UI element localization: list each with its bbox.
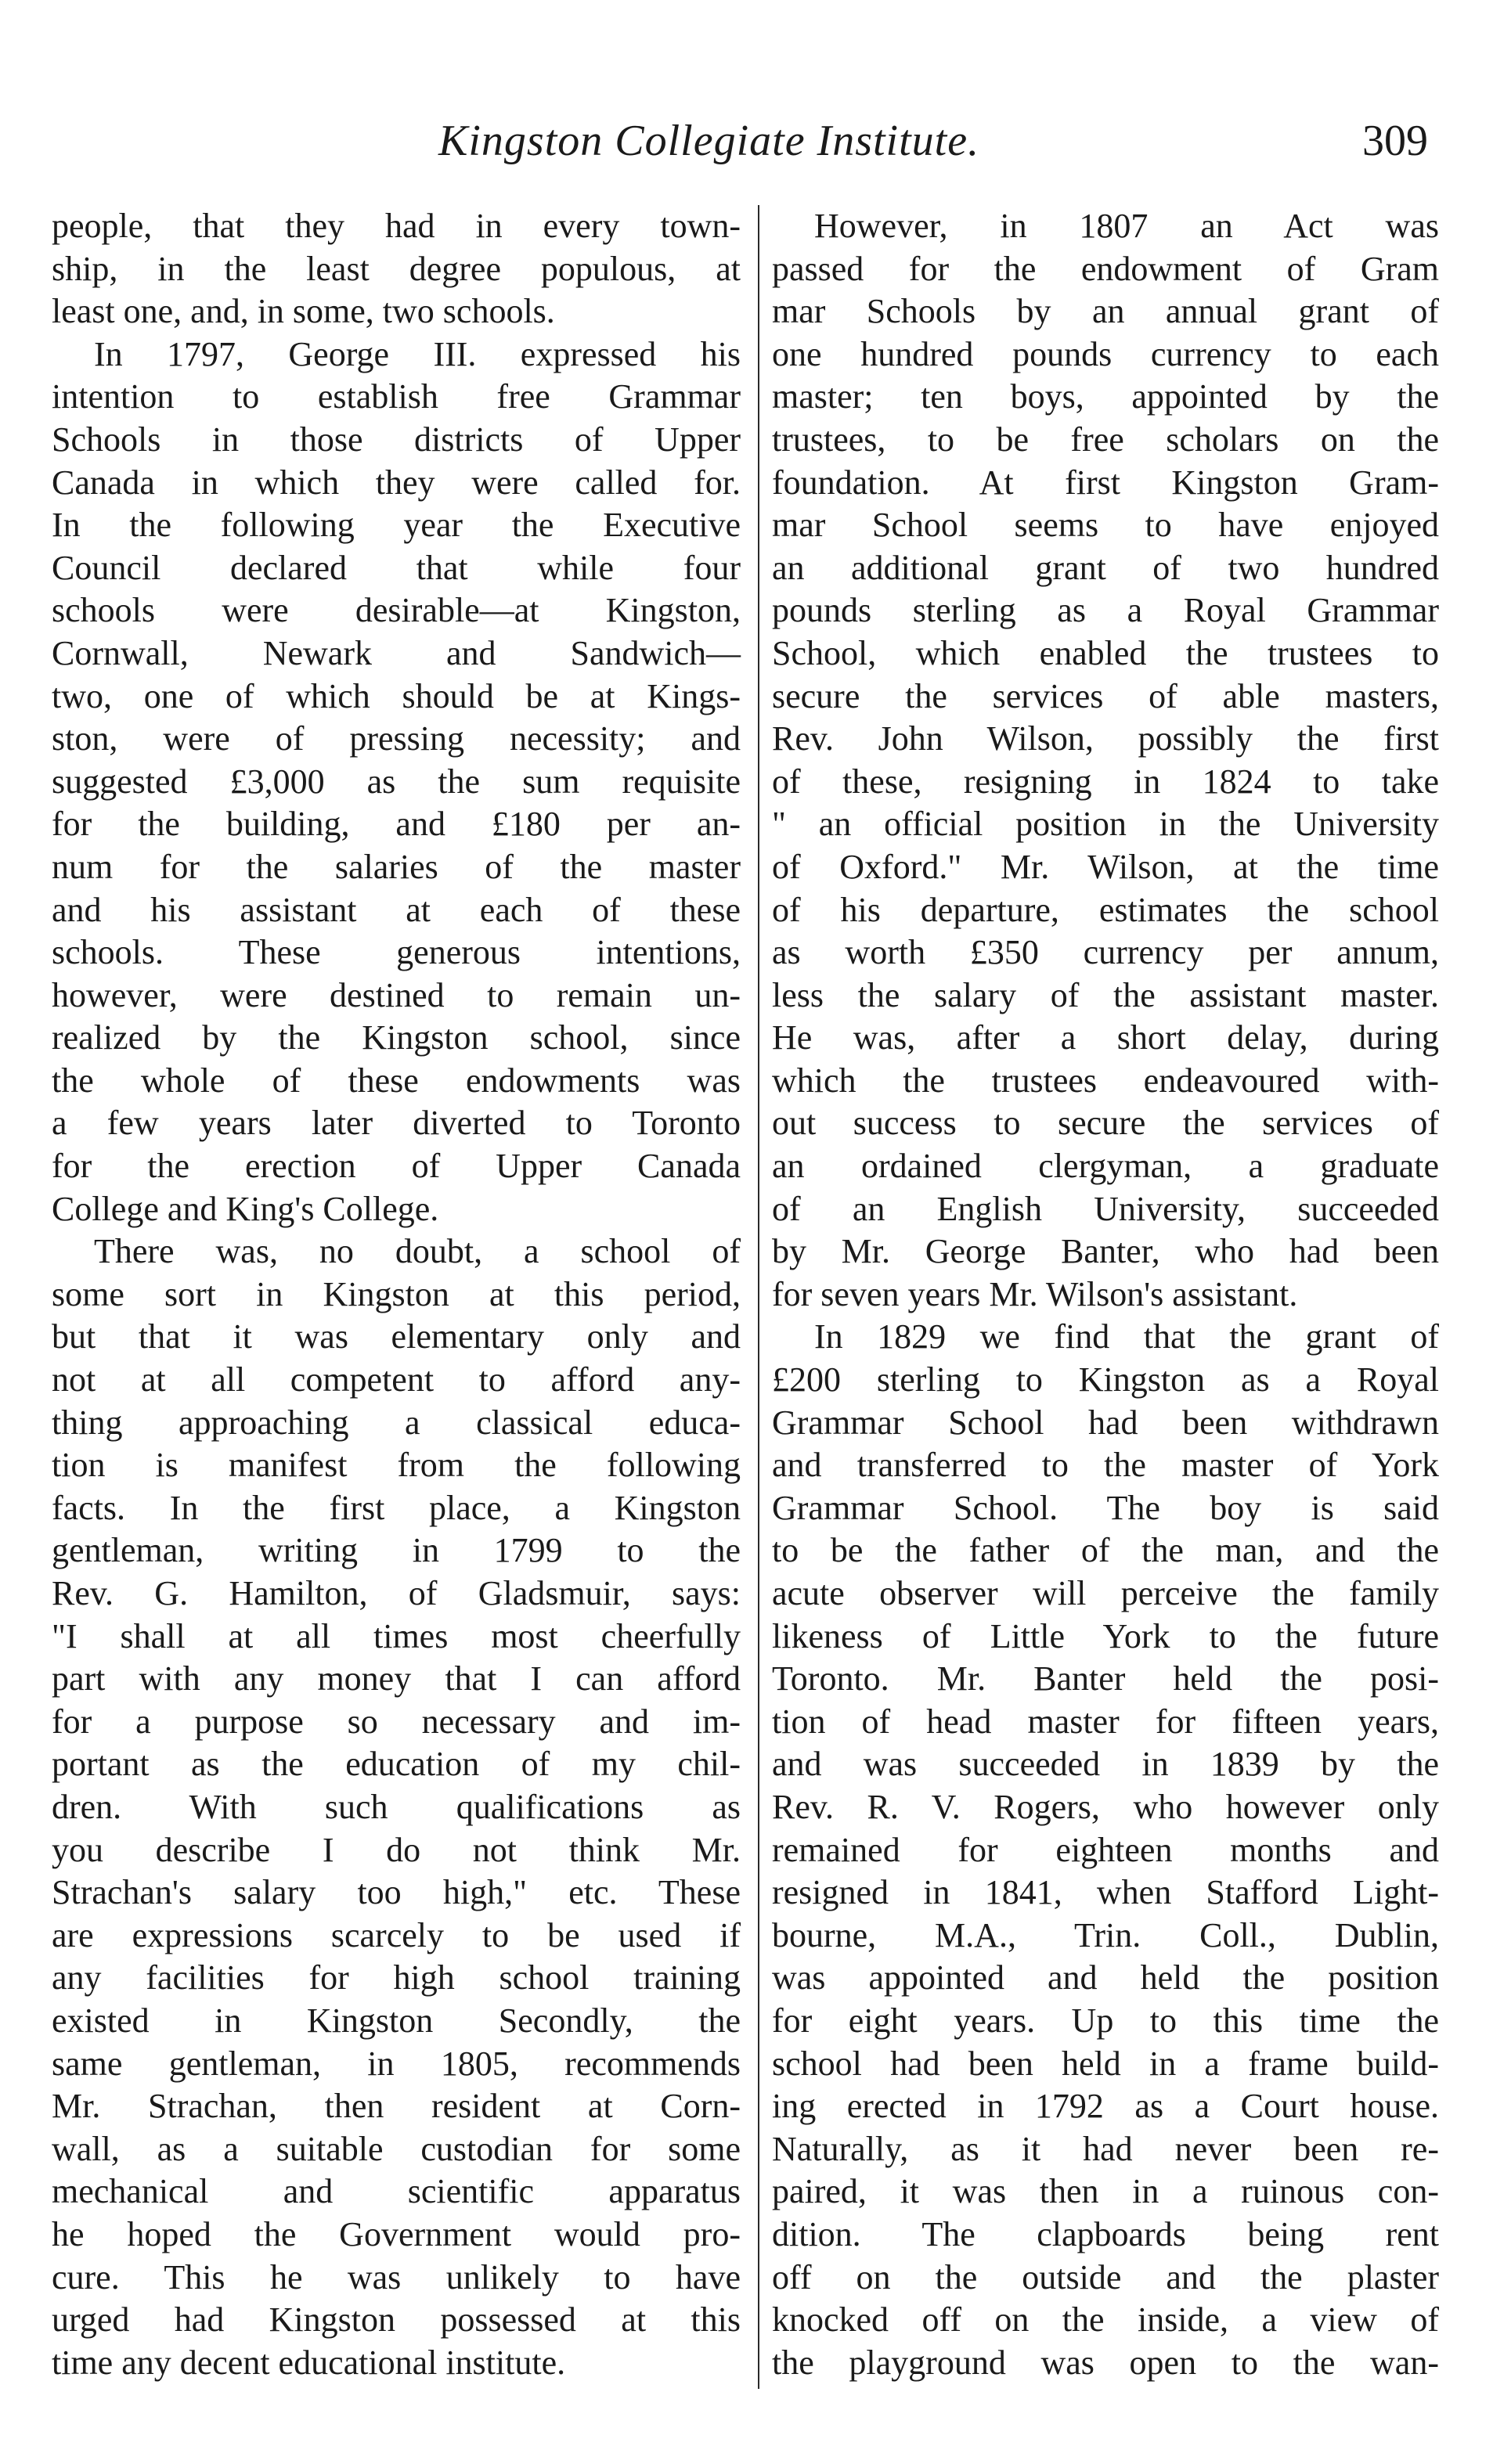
text-line: people, that they had in every town- [52, 207, 741, 245]
text-line: of an English University, succeeded [772, 1189, 1439, 1228]
text-line: and was succeeded in 1839 by the [772, 1745, 1439, 1784]
text-line: He was, after a short delay, during [772, 1018, 1439, 1057]
text-line: pounds sterling as a Royal Grammar [772, 591, 1439, 630]
text-line: and his assistant at each of these [52, 890, 741, 929]
text-line: suggested £3,000 as the sum requisite [52, 762, 741, 801]
text-line: In the following year the Executive [52, 506, 741, 545]
text-line: not at all competent to afford any- [52, 1360, 741, 1400]
text-line: two, one of which should be at Kings- [52, 676, 741, 715]
text-line: which the trustees endeavoured with- [772, 1061, 1439, 1100]
text-line: schools were desirable—at Kingston, [52, 591, 741, 630]
text-line: Cornwall, Newark and Sandwich— [52, 633, 741, 672]
text-line: of his departure, estimates the school [772, 890, 1439, 929]
text-line: resigned in 1841, when Stafford Light- [772, 1873, 1439, 1912]
text-line: College and King's College. [52, 1189, 439, 1228]
text-line: any facilities for high school training [52, 1958, 741, 1997]
text-line: passed for the endowment of Gram [772, 249, 1439, 288]
text-line: time any decent educational institute. [52, 2343, 566, 2382]
text-line: as worth £350 currency per annum, [772, 933, 1439, 972]
text-line: wall, as a suitable custodian for some [52, 2129, 741, 2168]
running-title: Kingston Collegiate Institute. [438, 117, 980, 165]
text-line: remained for eighteen months and [772, 1830, 1439, 1869]
text-line: to be the father of the man, and the [772, 1531, 1439, 1570]
text-line: In 1797, George III. expressed his [94, 334, 741, 373]
text-line: mar Schools by an annual grant of [772, 292, 1439, 331]
text-line: paired, it was then in a ruinous con- [772, 2172, 1439, 2211]
text-line: part with any money that I can afford [52, 1659, 741, 1699]
text-line: Toronto. Mr. Banter held the posi- [772, 1659, 1439, 1699]
text-line: Strachan's salary too high," etc. These [52, 1873, 741, 1912]
text-line: urged had Kingston possessed at this [52, 2300, 741, 2340]
text-line: however, were destined to remain un- [52, 975, 741, 1014]
text-line: "I shall at all times most cheerfully [52, 1616, 741, 1655]
text-line: the playground was open to the wan- [772, 2343, 1439, 2382]
text-line: tion is manifest from the following [52, 1446, 741, 1485]
text-line: School, which enabled the trustees to [772, 633, 1439, 672]
text-line: acute observer will perceive the family [772, 1574, 1439, 1612]
text-line: Rev. John Wilson, possibly the first [772, 719, 1439, 758]
text-line: knocked off on the inside, a view of [772, 2300, 1439, 2340]
text-line: bourne, M.A., Trin. Coll., Dublin, [772, 1915, 1439, 1954]
text-line: Mr. Strachan, then resident at Corn- [52, 2087, 741, 2126]
text-line: same gentleman, in 1805, recommends [52, 2044, 741, 2083]
text-line: dren. With such qualifications as [52, 1787, 741, 1826]
text-line: Rev. R. V. Rogers, who however only [772, 1787, 1439, 1826]
text-line: by Mr. George Banter, who had been [772, 1232, 1439, 1271]
text-line: dition. The clapboards being rent [772, 2214, 1439, 2253]
text-line: you describe I do not think Mr. [52, 1830, 741, 1869]
text-line: but that it was elementary only and [52, 1317, 741, 1356]
text-line: Grammar School. The boy is said [772, 1488, 1439, 1527]
text-line: thing approaching a classical educa- [52, 1403, 741, 1442]
text-line: realized by the Kingston school, since [52, 1018, 741, 1057]
text-line: Rev. G. Hamilton, of Gladsmuir, says: [52, 1574, 741, 1612]
text-line: out success to secure the services of [772, 1104, 1439, 1143]
text-line: are expressions scarcely to be used if [52, 1915, 741, 1954]
text-line: tion of head master for fifteen years, [772, 1702, 1439, 1741]
right-text-column [772, 205, 1439, 2384]
text-line: trustees, to be free scholars on the [772, 420, 1439, 459]
text-line: There was, no doubt, a school of [94, 1232, 741, 1271]
text-line: and transferred to the master of York [772, 1446, 1439, 1485]
text-line: for seven years Mr. Wilson's assistant. [772, 1274, 1298, 1313]
text-line: In 1829 we find that the grant of [814, 1317, 1439, 1356]
left-text-column [52, 205, 741, 2384]
text-line: an additional grant of two hundred [772, 548, 1439, 587]
text-line: intention to establish free Grammar [52, 377, 741, 416]
text-line: less the salary of the assistant master. [772, 975, 1439, 1014]
text-line: school had been held in a frame build- [772, 2044, 1439, 2083]
text-line: for the erection of Upper Canada [52, 1147, 741, 1186]
text-line: Schools in those districts of Upper [52, 420, 741, 459]
text-line: existed in Kingston Secondly, the [52, 2001, 741, 2040]
text-line: gentleman, writing in 1799 to the [52, 1531, 741, 1570]
text-line: he hoped the Government would pro- [52, 2214, 741, 2253]
text-line: ston, were of pressing necessity; and [52, 719, 741, 758]
text-line: " an official position in the University [772, 805, 1439, 844]
text-line: a few years later diverted to Toronto [52, 1104, 741, 1143]
text-line: master; ten boys, appointed by the [772, 377, 1439, 416]
text-line: cure. This he was unlikely to have [52, 2257, 741, 2296]
text-line: likeness of Little York to the future [772, 1616, 1439, 1655]
text-line: mechanical and scientific apparatus [52, 2172, 741, 2211]
text-line: num for the salaries of the master [52, 847, 741, 886]
text-line: one hundred pounds currency to each [772, 334, 1439, 373]
text-line: an ordained clergyman, a graduate [772, 1147, 1439, 1186]
text-line: of these, resigning in 1824 to take [772, 762, 1439, 801]
text-line: for the building, and £180 per an- [52, 805, 741, 844]
text-line: Canada in which they were called for. [52, 463, 741, 502]
text-line: £200 sterling to Kingston as a Royal [772, 1360, 1439, 1400]
text-line: mar School seems to have enjoyed [772, 506, 1439, 545]
text-line: Council declared that while four [52, 548, 741, 587]
text-line: Grammar School had been withdrawn [772, 1403, 1439, 1442]
text-line: secure the services of able masters, [772, 676, 1439, 715]
text-line: ship, in the least degree populous, at [52, 249, 741, 288]
page-number: 309 [1362, 117, 1428, 165]
text-line: foundation. At first Kingston Gram- [772, 463, 1439, 502]
text-line: off on the outside and the plaster [772, 2257, 1439, 2296]
text-line: schools. These generous intentions, [52, 933, 741, 972]
text-line: the whole of these endowments was [52, 1061, 741, 1100]
text-line: facts. In the first place, a Kingston [52, 1488, 741, 1527]
text-line: portant as the education of my chil- [52, 1745, 741, 1784]
text-line: least one, and, in some, two schools. [52, 292, 555, 331]
page-header [0, 116, 1493, 171]
text-line: Naturally, as it had never been re- [772, 2129, 1439, 2168]
column-divider [758, 205, 759, 2389]
text-line: some sort in Kingston at this period, [52, 1274, 741, 1313]
text-line: was appointed and held the position [772, 1958, 1439, 1997]
text-line: of Oxford." Mr. Wilson, at the time [772, 847, 1439, 886]
text-line: for eight years. Up to this time the [772, 2001, 1439, 2040]
text-line: However, in 1807 an Act was [814, 207, 1439, 245]
text-line: ing erected in 1792 as a Court house. [772, 2087, 1439, 2126]
text-line: for a purpose so necessary and im- [52, 1702, 741, 1741]
